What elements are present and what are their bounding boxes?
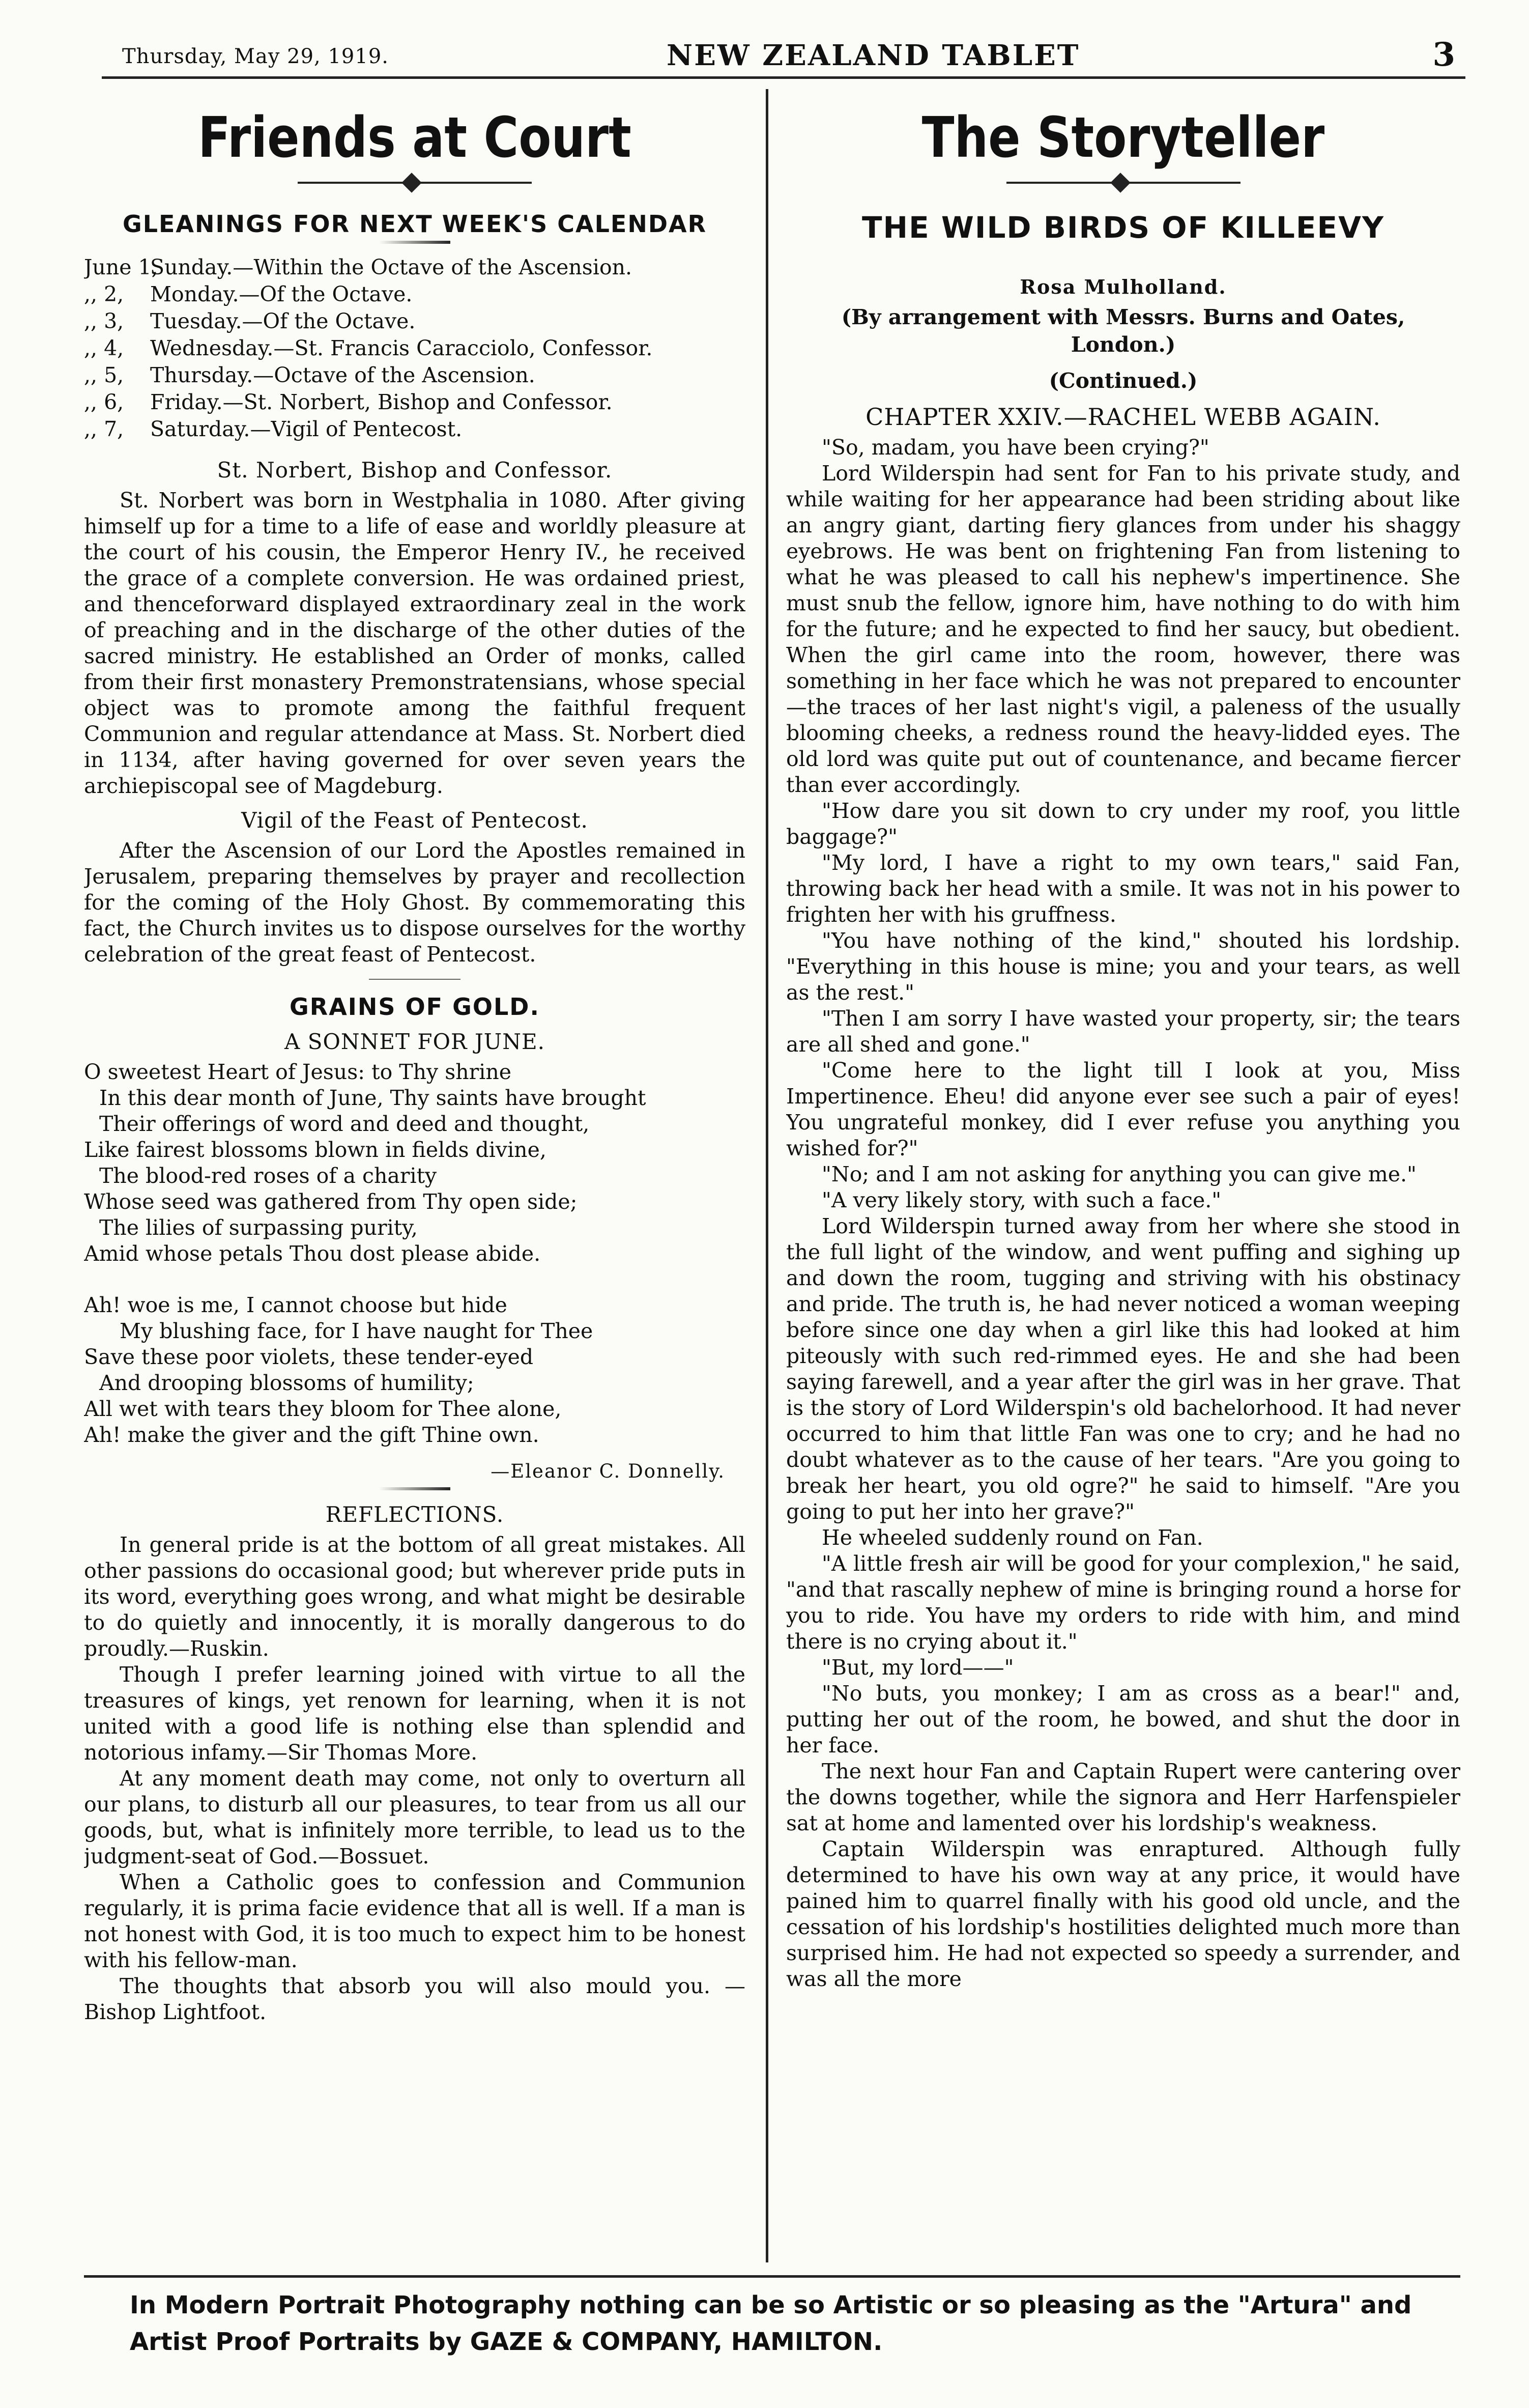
- poem-line: The blood-red roses of a charity: [99, 1164, 437, 1188]
- story-paragraph: "A very likely story, with such a face.": [822, 1188, 1222, 1212]
- calendar-entry: ,, 4, Wednesday.—St. Francis Caracciolo, Confessor.: [84, 336, 653, 360]
- calendar-heading: GLEANINGS FOR NEXT WEEK'S CALENDAR: [122, 210, 707, 238]
- section-title-storyteller: The Storyteller: [921, 105, 1325, 170]
- poem-line: Save these poor violets, these tender-eyed: [84, 1345, 534, 1369]
- calendar-entry: June 1,Sunday.—Within the Octave of the Ascension.: [84, 255, 632, 279]
- story-paragraph: The next hour Fan and Captain Rupert were cantering over the downs together, while the signora and Herr Harfenspieler sat at home and lamented over his lordship's weakness.: [786, 1759, 1460, 1835]
- poem-line: Ah! make the giver and the gift Thine own.: [84, 1423, 539, 1447]
- ad-line-1: In Modern Portrait Photography nothing can be so Artistic or so pleasing as the "Artura" and: [130, 2291, 1412, 2319]
- calendar-entry: ,, 2, Monday.—Of the Octave.: [84, 282, 413, 306]
- story-paragraph: "So, madam, you have been crying?": [822, 435, 1209, 460]
- poem-line: Whose seed was gathered from Thy open side;: [84, 1189, 578, 1214]
- calendar-list: [84, 254, 745, 443]
- issue-date: Thursday, May 29, 1919.: [122, 45, 389, 68]
- story-paragraph: "My lord, I have a right to my own tears," said Fan, throwing back her head with a smile. It was not in his power to frighten her with his gruffness.: [786, 851, 1460, 927]
- calendar-entry: ,, 6, Friday.—St. Norbert, Bishop and Confessor.: [84, 390, 613, 414]
- poem-line: And drooping blossoms of humility;: [99, 1371, 474, 1395]
- calendar-entry: ,, 3, Tuesday.—Of the Octave.: [84, 309, 416, 333]
- norbert-heading: St. Norbert, Bishop and Confessor.: [217, 458, 613, 483]
- story-paragraph: He wheeled suddenly round on Fan.: [822, 1525, 1203, 1550]
- ad-line-2: Artist Proof Portraits by GAZE & COMPANY, HAMILTON.: [130, 2328, 883, 2356]
- poem-line: The lilies of surpassing purity,: [99, 1215, 418, 1240]
- ornament-divider: [298, 176, 532, 190]
- story-paragraph: "You have nothing of the kind," shouted his lordship. "Everything in this house is mine; you and your tears, as well as the rest.": [786, 928, 1460, 1005]
- poem-line: O sweetest Heart of Jesus: to Thy shrine: [84, 1060, 512, 1084]
- story-paragraph: Captain Wilderspin was enraptured. Although fully determined to have his own way at any price, it would have pained him to quarrel finally with his good old uncle, and the cessation of his lordship's hostilities delighted much more than surprised him. He had not expected so speedy a surrender, and was all the more: [786, 1837, 1460, 1991]
- reflection-paragraph: Though I prefer learning joined with virtue to all the treasures of kings, yet renown for learning, when it is not united with a good life is nothing else than splendid and notorious infamy.—Sir Thomas More.: [84, 1662, 745, 1765]
- grains-heading: GRAINS OF GOLD.: [290, 993, 540, 1021]
- wedge-rule: [379, 1487, 450, 1490]
- poem-line: My blushing face, for I have naught for Thee: [120, 1319, 593, 1343]
- reflection-paragraph: At any moment death may come, not only to overturn all our plans, to disturb all our pleasures, to tear from us all our goods, but, what is infinitely more terrible, to lead us to the judgment-seat of God.—Bossuet.: [84, 1766, 745, 1868]
- vigil-heading: Vigil of the Feast of Pentecost.: [241, 808, 588, 833]
- left-column: [84, 89, 745, 2260]
- advertisement-footer: [84, 2275, 1460, 2364]
- page-number: 3: [1432, 36, 1455, 74]
- story-paragraph: "Come here to the light till I look at you, Miss Impertinence. Eheu! did anyone ever see such a pair of eyes! You ungrateful monkey, did I ever refuse you anything you wished for?": [786, 1058, 1460, 1160]
- sonnet-heading: A SONNET FOR JUNE.: [284, 1029, 545, 1054]
- right-column: [786, 89, 1460, 2260]
- poem-line: Like fairest blossoms blown in fields divine,: [84, 1138, 546, 1162]
- ornament-divider: [1006, 176, 1240, 190]
- wedge-rule: [379, 241, 450, 244]
- norbert-paragraph: St. Norbert was born in Westphalia in 1080. After giving himself up for a time to a life of ease and worldly pleasure at the court of his cousin, the Emperor Henry IV., he received the grace of a complete conversion. He was ordained priest, and thenceforward displayed extraordinary zeal in the work of preaching and in the discharge of the other duties of the sacred ministry. He established an Order of monks, called from their first monastery Premonstratensians, whose special object was to promote among the faithful frequent Communion and regular attendance at Mass. St. Norbert died in 1134, after having governed for over seven years the archiepiscopal see of Magdeburg.: [84, 488, 745, 798]
- reflection-paragraph: In general pride is at the bottom of all great mistakes. All other passions do occasional good; but wherever pride puts in its word, everything goes wrong, and what might be desirable to do quietly and innocently, it is morally dangerous to do proudly.—Ruskin.: [84, 1533, 745, 1661]
- poem-line: Ah! woe is me, I cannot choose but hide: [84, 1293, 507, 1317]
- story-paragraph: "No; and I am not asking for anything you can give me.": [822, 1162, 1417, 1186]
- column-divider: [766, 89, 768, 2262]
- vigil-paragraph: After the Ascension of our Lord the Apostles remained in Jerusalem, preparing themselves by prayer and recollection for the coming of the Holy Ghost. By commemorating this fact, the Church invites us to dispose ourselves for the worthy celebration of the great feast of Pentecost.: [84, 838, 745, 967]
- story-author: Rosa Mulholland.: [1020, 275, 1227, 298]
- chapter-heading: CHAPTER XXIV.—RACHEL WEBB AGAIN.: [866, 403, 1381, 431]
- story-paragraph: Lord Wilderspin turned away from her where she stood in the full light of the window, and went puffing and sighing up and down the room, tugging and striving with his obstinacy and pride. The truth is, he had never noticed a woman weeping before since one day when a girl like this had looked at him piteously with such red-rimmed eyes. He and she had been saying farewell, and a year after the girl was in her grave. That is the story of Lord Wilderspin's old bachelorhood. It had never occurred to him that little Fan was one to cry; and he had no doubt whatever as to the cause of her tears. "Are you going to break her heart, you old ogre?" he said to himself. "Are you going to put her into her grave?": [786, 1214, 1460, 1524]
- page-header: [102, 36, 1465, 79]
- sonnet-author: —Eleanor C. Donnelly.: [491, 1460, 725, 1482]
- story-paragraph: "No buts, you monkey; I am as cross as a bear!" and, putting her out of the room, he bowed, and shut the door in her face.: [786, 1681, 1460, 1758]
- reflections-heading: REFLECTIONS.: [325, 1502, 504, 1527]
- story-title: THE WILD BIRDS OF KILLEEVY: [861, 210, 1384, 245]
- sonnet-poem: [84, 1059, 745, 1448]
- reflection-paragraph: The thoughts that absorb you will also mould you. —Bishop Lightfoot.: [84, 1974, 745, 2024]
- short-rule: [369, 979, 460, 980]
- story-paragraph: "A little fresh air will be good for your complexion," he said, "and that rascally nephew of mine is bringing round a horse for you to ride. You have my orders to ride with him, and mind there is no crying about it.": [786, 1551, 1460, 1654]
- poem-line: In this dear month of June, Thy saints have brought: [99, 1086, 646, 1110]
- story-paragraph: "But, my lord——": [822, 1655, 1014, 1680]
- continued-note: (Continued.): [1049, 369, 1198, 393]
- calendar-entry: ,, 5, Thursday.—Octave of the Ascension.: [84, 363, 535, 387]
- arrangement-note: (By arrangement with Messrs. Burns and Oates, London.): [841, 305, 1405, 357]
- masthead-title: NEW ZEALAND TABLET: [667, 39, 1080, 72]
- poem-line: All wet with tears they bloom for Thee alone,: [84, 1397, 562, 1421]
- story-paragraph: "Then I am sorry I have wasted your property, sir; the tears are all shed and gone.": [786, 1006, 1460, 1057]
- reflection-paragraph: When a Catholic goes to confession and Communion regularly, it is prima facie evidence that all is well. If a man is not honest with God, it is too much to expect him to be honest with his fellow-man.: [84, 1870, 745, 1972]
- poem-line: Amid whose petals Thou dost please abide.: [84, 1241, 541, 1266]
- section-title-friends-at-court: Friends at Court: [198, 105, 631, 170]
- story-paragraph: Lord Wilderspin had sent for Fan to his private study, and while waiting for her appearance had been striding about like an angry giant, darting fiery glances from under his shaggy eyebrows. He was bent on frightening Fan from listening to what he was pleased to call his nephew's impertinence. She must snub the fellow, ignore him, have nothing to do with him for the future; and he expected to find her saucy, but obedient. When the girl came into the room, however, there was something in her face which he was not prepared to encounter—the traces of her last night's vigil, a paleness of the usually blooming cheeks, a redness round the heavy-lidded eyes. The old lord was quite put out of countenance, and became fiercer than ever accordingly.: [786, 461, 1460, 797]
- story-paragraph: "How dare you sit down to cry under my roof, you little baggage?": [786, 799, 1460, 849]
- poem-line: Their offerings of word and deed and thought,: [99, 1112, 590, 1136]
- calendar-entry: ,, 7, Saturday.—Vigil of Pentecost.: [84, 417, 463, 441]
